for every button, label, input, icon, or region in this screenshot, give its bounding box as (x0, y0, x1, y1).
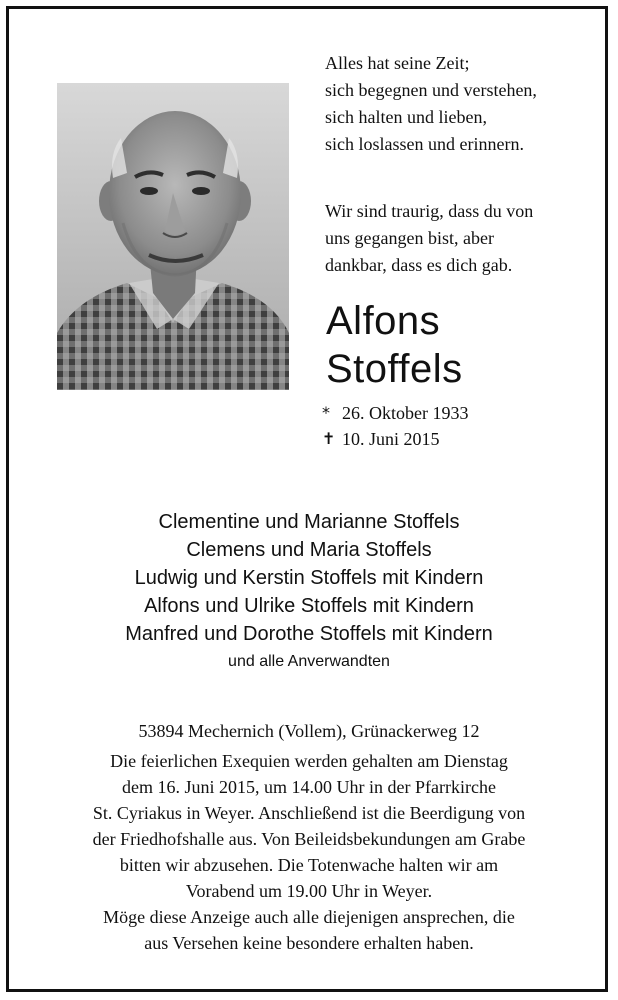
mourner-family: Clementine und Marianne Stoffels (158, 511, 460, 533)
poem-stanza-2 (325, 198, 533, 279)
service-line: bitten wir abzusehen. Die Totenwache halten wir am (119, 855, 499, 875)
death-date-row (322, 426, 468, 452)
family-address: 53894 Mechernich (Vollem), Grünackerweg 12 (138, 721, 480, 741)
service-details (0, 748, 618, 956)
birth-date: 26. Oktober 1933 (342, 403, 469, 423)
birth-date-row (322, 400, 468, 426)
life-dates (322, 400, 468, 452)
poem-line: dankbar, dass es dich gab. (325, 255, 513, 275)
deceased-first-name: Alfons (326, 299, 441, 343)
service-line: St. Cyriakus in Weyer. Anschließend ist die Beerdigung von (92, 803, 526, 823)
service-line: aus Versehen keine besondere erhalten haben. (144, 933, 474, 953)
deceased-last-name: Stoffels (326, 347, 463, 391)
death-cross-icon: ✝ (322, 429, 336, 448)
relatives-line: und alle Anverwandten (228, 653, 390, 670)
mourner-family: Manfred und Dorothe Stoffels mit Kindern (125, 623, 493, 645)
poem-line: Wir sind traurig, dass du von (325, 201, 534, 221)
service-line: der Friedhofshalle aus. Von Beileidsbekundungen am Grabe (92, 829, 526, 849)
poem-line: sich begegnen und verstehen, (325, 80, 537, 100)
poem-line: sich halten und lieben, (325, 107, 487, 127)
service-line: Vorabend um 19.00 Uhr in Weyer. (185, 881, 433, 901)
service-line: dem 16. Juni 2015, um 14.00 Uhr in der Pfarrkirche (122, 777, 496, 797)
service-notice (0, 718, 618, 956)
birth-star-icon: * (322, 403, 330, 422)
poem-line: uns gegangen bist, aber (325, 228, 494, 248)
portrait-photo (57, 83, 289, 390)
poem-line: sich loslassen und erinnern. (325, 134, 524, 154)
mourner-family: Alfons und Ulrike Stoffels mit Kindern (144, 595, 474, 617)
poem-line: Alles hat seine Zeit; (325, 53, 470, 73)
service-line: Möge diese Anzeige auch alle diejenigen ansprechen, die (103, 907, 515, 927)
mourners-list (0, 508, 618, 676)
death-date: 10. Juni 2015 (342, 429, 440, 449)
poem-stanza-1 (325, 50, 537, 158)
service-line: Die feierlichen Exequien werden gehalten am Dienstag (110, 751, 508, 771)
mourner-family: Clemens und Maria Stoffels (186, 539, 432, 561)
mourner-family: Ludwig und Kerstin Stoffels mit Kindern (134, 567, 484, 589)
